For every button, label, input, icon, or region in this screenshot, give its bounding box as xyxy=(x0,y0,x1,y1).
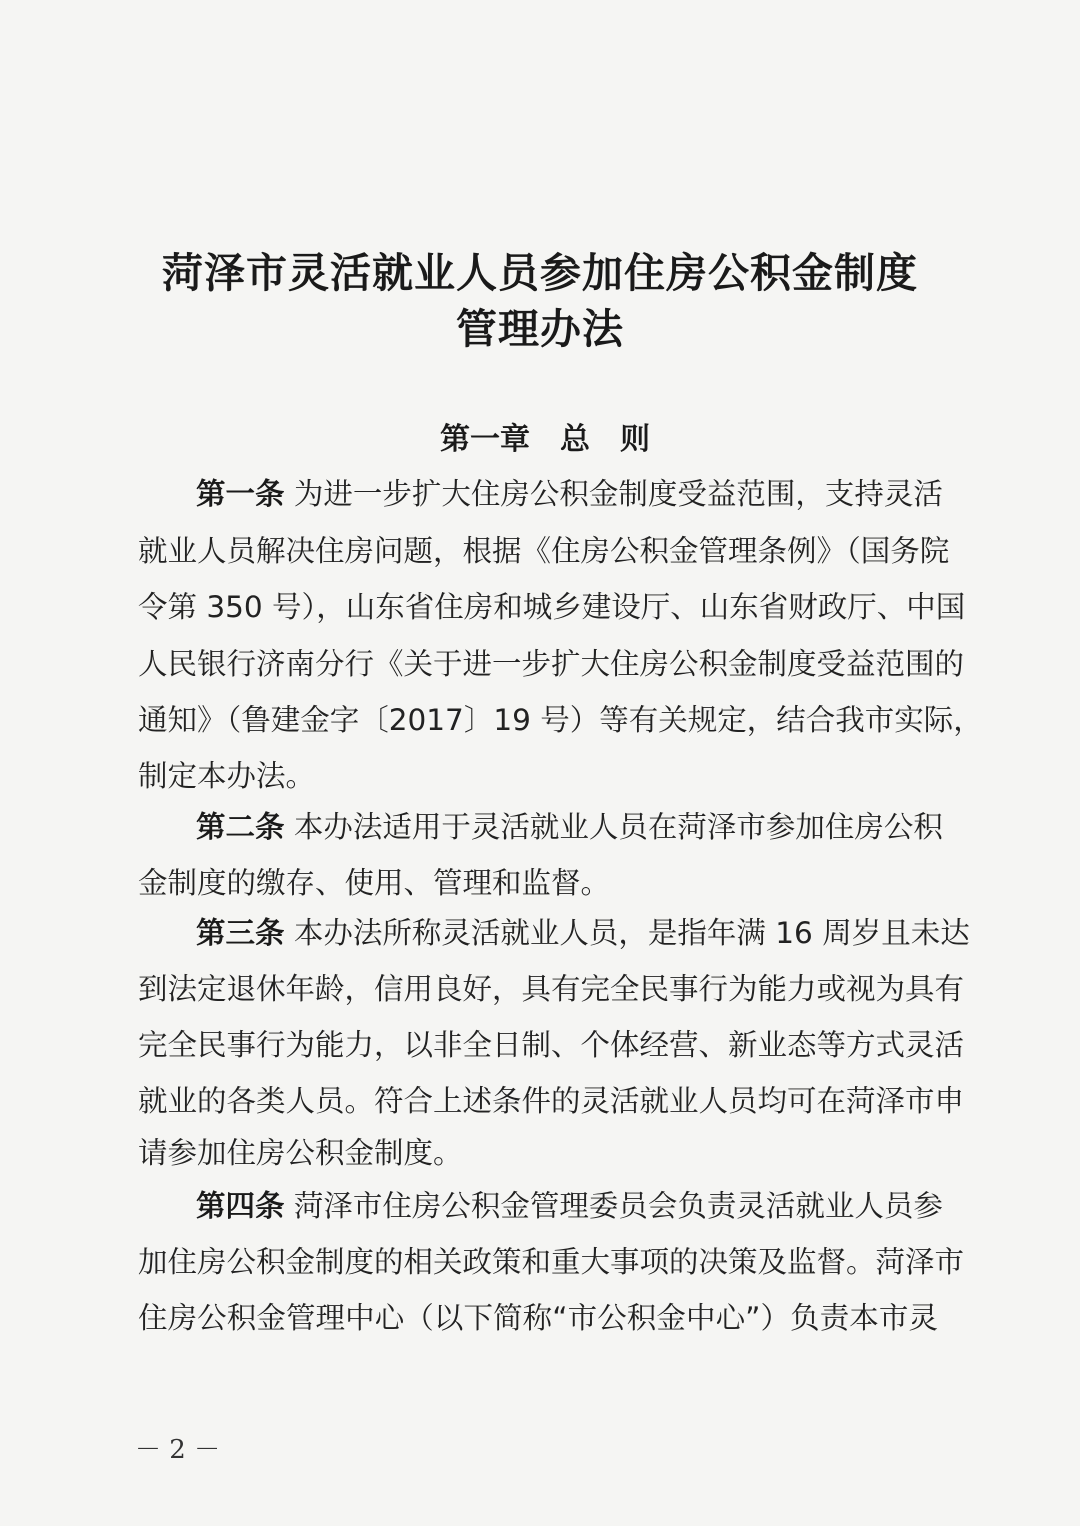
article-1-label: 第一条 xyxy=(196,477,285,511)
article-3-line-3: 完全民事行为能力，以非全日制、个体经营、新业态等方式灵活 xyxy=(138,1028,965,1062)
article-4-line-2: 加住房公积金制度的相关政策和重大事项的决策及监督。菏泽市 xyxy=(138,1245,965,1279)
article-1-line-1 xyxy=(196,474,943,514)
article-1-line-3: 令第 350 号），山东省住房和城乡建设厅、山东省财政厅、中国 xyxy=(138,590,966,624)
article-4-text-1: 菏泽市住房公积金管理委员会负责灵活就业人员参 xyxy=(293,1189,943,1223)
article-3-line-5: 请参加住房公积金制度。 xyxy=(138,1136,463,1170)
chapter-heading: 第一章 总 则 xyxy=(440,422,650,457)
article-1-line-4: 人民银行济南分行《关于进一步扩大住房公积金制度受益范围的 xyxy=(138,647,965,681)
article-3-label: 第三条 xyxy=(196,916,285,950)
article-3-text-1: 本办法所称灵活就业人员，是指年满 16 周岁且未达 xyxy=(293,916,970,950)
article-3-line-4: 就业的各类人员。符合上述条件的灵活就业人员均可在菏泽市申 xyxy=(138,1084,965,1118)
article-2-text-1: 本办法适用于灵活就业人员在菏泽市参加住房公积 xyxy=(293,810,943,844)
article-4-line-1 xyxy=(196,1186,943,1226)
page-number: － 2 － xyxy=(135,1435,221,1465)
article-4-line-3: 住房公积金管理中心（以下简称“市公积金中心”）负责本市灵 xyxy=(138,1301,938,1335)
document-title-line-2: 管理办法 xyxy=(456,305,624,353)
article-2-label: 第二条 xyxy=(196,810,285,844)
article-4-label: 第四条 xyxy=(196,1189,285,1223)
article-2-line-2: 金制度的缴存、使用、管理和监督。 xyxy=(138,866,611,900)
article-2-line-1 xyxy=(196,807,943,847)
article-1-line-5: 通知》（鲁建金字〔2017〕19 号）等有关规定，结合我市实际， xyxy=(138,703,983,737)
article-1-line-6: 制定本办法。 xyxy=(138,759,316,793)
article-3-line-2: 到法定退休年龄，信用良好，具有完全民事行为能力或视为具有 xyxy=(138,972,965,1006)
article-1-text-1: 为进一步扩大住房公积金制度受益范围，支持灵活 xyxy=(293,477,943,511)
article-3-line-1 xyxy=(196,913,970,953)
document-title-line-1: 菏泽市灵活就业人员参加住房公积金制度 xyxy=(162,249,918,297)
article-1-line-2: 就业人员解决住房问题，根据《住房公积金管理条例》（国务院 xyxy=(138,534,950,568)
